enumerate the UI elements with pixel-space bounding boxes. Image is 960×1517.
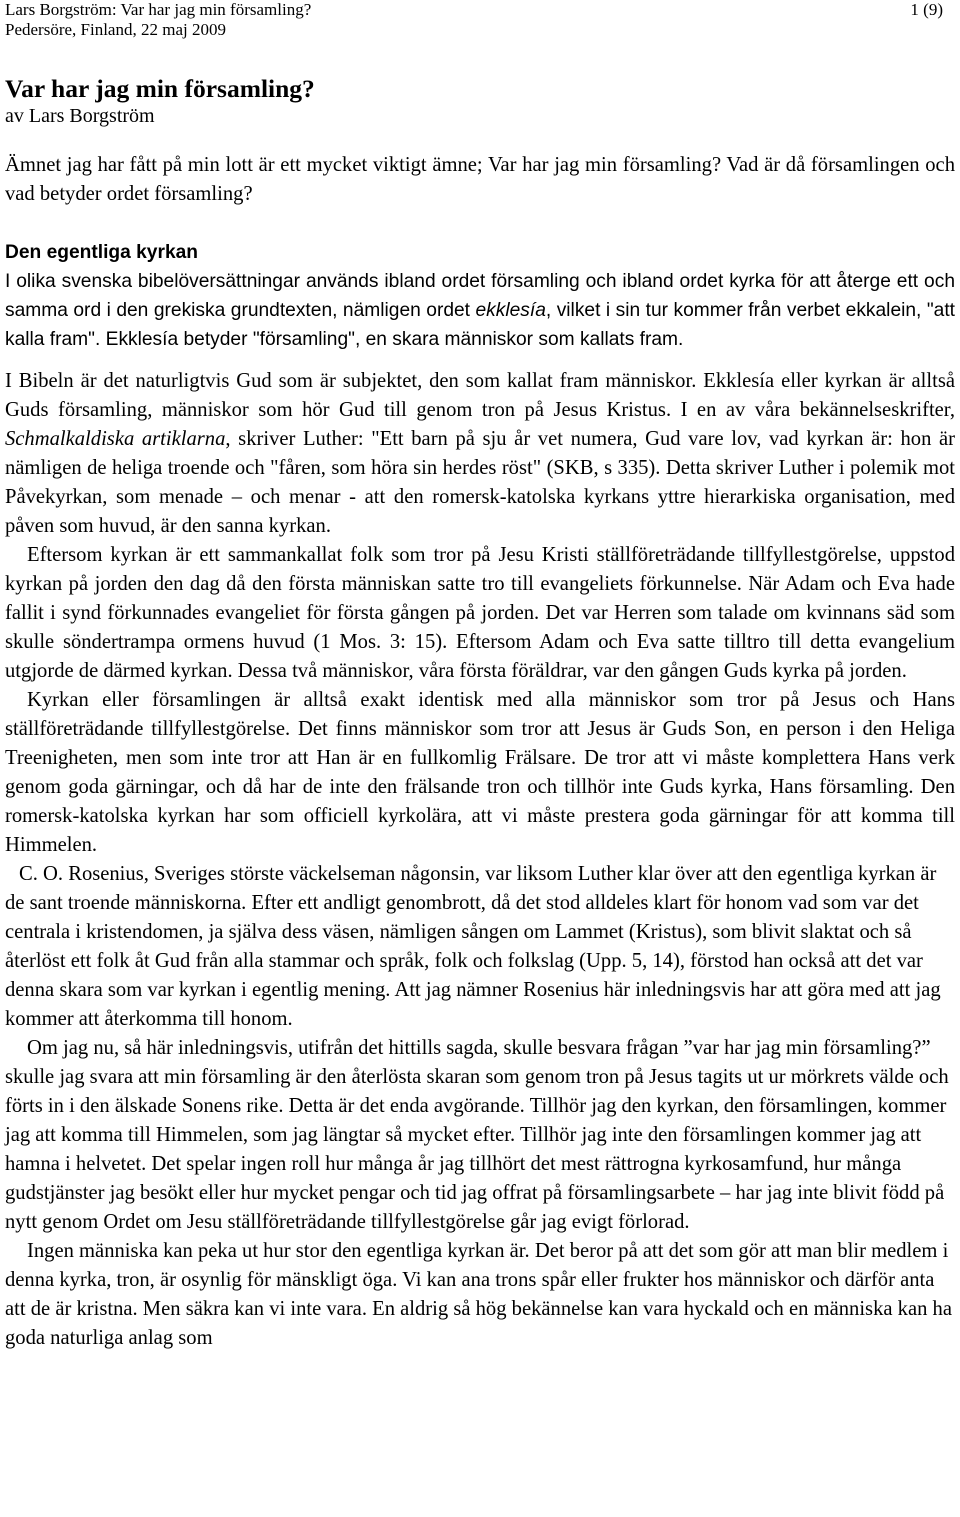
page-title: Var har jag min församling?	[5, 74, 315, 103]
paragraph-1-text-a: I olika svenska bibelöversättningar används ibland ordet församling och ibland ordet kyrka för att återge ett och samma ord i den grekiska grundtexten, nämligen ordet	[5, 271, 955, 321]
paragraph-1-serif	[5, 367, 955, 541]
section-heading: Den egentliga kyrkan	[5, 242, 199, 263]
document-body-serif	[5, 367, 955, 1353]
paragraph-6: Ingen människa kan peka ut hur stor den egentliga kyrkan är. Det beror på att det som gör att man blir medlem i denna kyrka, tron, är osynlig för mänskligt öga. Vi kan ana trons spår eller frukter hos människor och därför anta att de är kristna. Men säkra kan vi inte vara. En aldrig så hög bekännelse kan vara hyckald och en människa kan ha goda naturliga anlag som	[5, 1240, 952, 1349]
document-body	[5, 151, 955, 354]
term-schmalkaldiska-artiklarna: Schmalkaldiska artiklarna	[5, 428, 226, 450]
page-number: 1 (9)	[910, 0, 943, 19]
paragraph-5: Om jag nu, så här inledningsvis, utifrån det hittills sagda, skulle besvara frågan ”var har jag min församling?” skulle jag svara att min församling är den återlösta skaran som genom tron på Jesus tagits ut ur mörkrets välde och förts in i den älskade Sonens rike. Detta är det enda avgörande. Tillhör jag den kyrkan, den församlingen, kommer jag att komma till Himmelen, som jag längtar så mycket efter. Tillhör jag inte den församlingen kommer jag att hamna i helvetet. Det spelar ingen roll hur många år jag tillhört det mest rättrogna kyrkosamfund, hur många gudstjänster jag besökt eller hur mycket pengar och tid jag offrat på församlingsarbete – har jag inte blivit född på nytt genom Ordet om Jesu ställföreträdande tillfyllestgörelse går jag evigt förlorad.	[5, 1037, 949, 1233]
place-date: Pedersöre, Finland, 22 maj 2009	[5, 20, 226, 39]
intro-paragraph: Ämnet jag har fått på min lott är ett mycket viktigt ämne; Var har jag min församling? Vad är då församlingen och vad betyder ordet församling?	[5, 154, 955, 205]
paragraph-1-text-b: , vilket i sin tur kommer från verbet ekkalein, "att kalla fram". Ekklesía betyder "församling", en skara människor som kallats fram.	[5, 300, 956, 350]
paragraph-3: Kyrkan eller församlingen är alltså exakt identisk med alla människor som tror på Jesus och Hans ställföreträdande tillfyllestgörelse. Det finns människor som tror att Jesus är Guds Son, en person i den Heliga Treenigheten, men som inte tror att Han är en fullkomlig Frälsare. De tror att vi måste komplettera Hans verk genom goda gärningar, och då har de inte den frälsande tron och tillhör inte Guds kyrka, Hans församling. Den romersk-katolska kyrkan har som officiell kyrkolära, att vi måste prestera goda gärningar för att komma till Himmelen.	[5, 689, 955, 856]
term-ekklesia: ekklesía	[475, 300, 546, 321]
paragraph-2: Eftersom kyrkan är ett sammankallat folk som tror på Jesu Kristi ställföreträdande tillfyllestgörelse, uppstod kyrkan på jorden den dag då den första människan satte tro till evangeliets förkunnelse. När Adam och Eva hade fallit i synd förkunnades evangeliet för första gången på jorden. Det var Herren som talade om kvinnans säd som skulle söndertrampa ormens huvud (1 Mos. 3: 15). Eftersom Adam och Eva satte tilltro till detta evangelium utgjorde de därmed kyrkan. Dessa två människor, våra första föräldrar, var den gången Guds kyrka på jorden.	[5, 544, 955, 682]
paragraph-1-text-c: I Bibeln är det naturligtvis Gud som är subjektet, den som kallat fram människor. Ekklesía eller kyrkan är alltså Guds församling, människor som hör Gud till genom tron på Jesus Kristus. I en av våra bekännelseskrifter,	[5, 370, 955, 421]
paragraph-1-text-d: , skriver Luther: "Ett barn på sju år vet numera, Gud vare lov, vad kyrkan är: hon är nämligen de heliga troende och "fåren, som höra sin herdes röst" (SKB, s 335). Detta skriver Luther i polemik mot Påvekyrkan, som menade – och menar - att den romersk-katolska kyrkans yttre hierarkiska organisation, med påven som huvud, är den sanna kyrkan.	[5, 428, 955, 537]
author-line: av Lars Borgström	[5, 105, 155, 127]
running-title: Lars Borgström: Var har jag min församling?	[5, 0, 312, 19]
running-header	[5, 0, 943, 40]
paragraph-4: C. O. Rosenius, Sveriges störste väckelseman någonsin, var liksom Luther klar över att den egentliga kyrkan är de sant troende människorna. Efter ett andligt genombrott, då det stod alldeles klart för honom vad som var det centrala i kristendomen, ja själva dess väsen, nämligen sången om Lammet (Kristus), som blivit slaktat och så återlöst ett folk åt Gud från alla stammar och språk, folk och folkslag (Upp. 5, 14), förstod han också att det var denna skara som var kyrkan i egentlig mening. Att jag nämner Rosenius här inledningsvis har att göra med att jag kommer att återkomma till honom.	[5, 863, 941, 1030]
